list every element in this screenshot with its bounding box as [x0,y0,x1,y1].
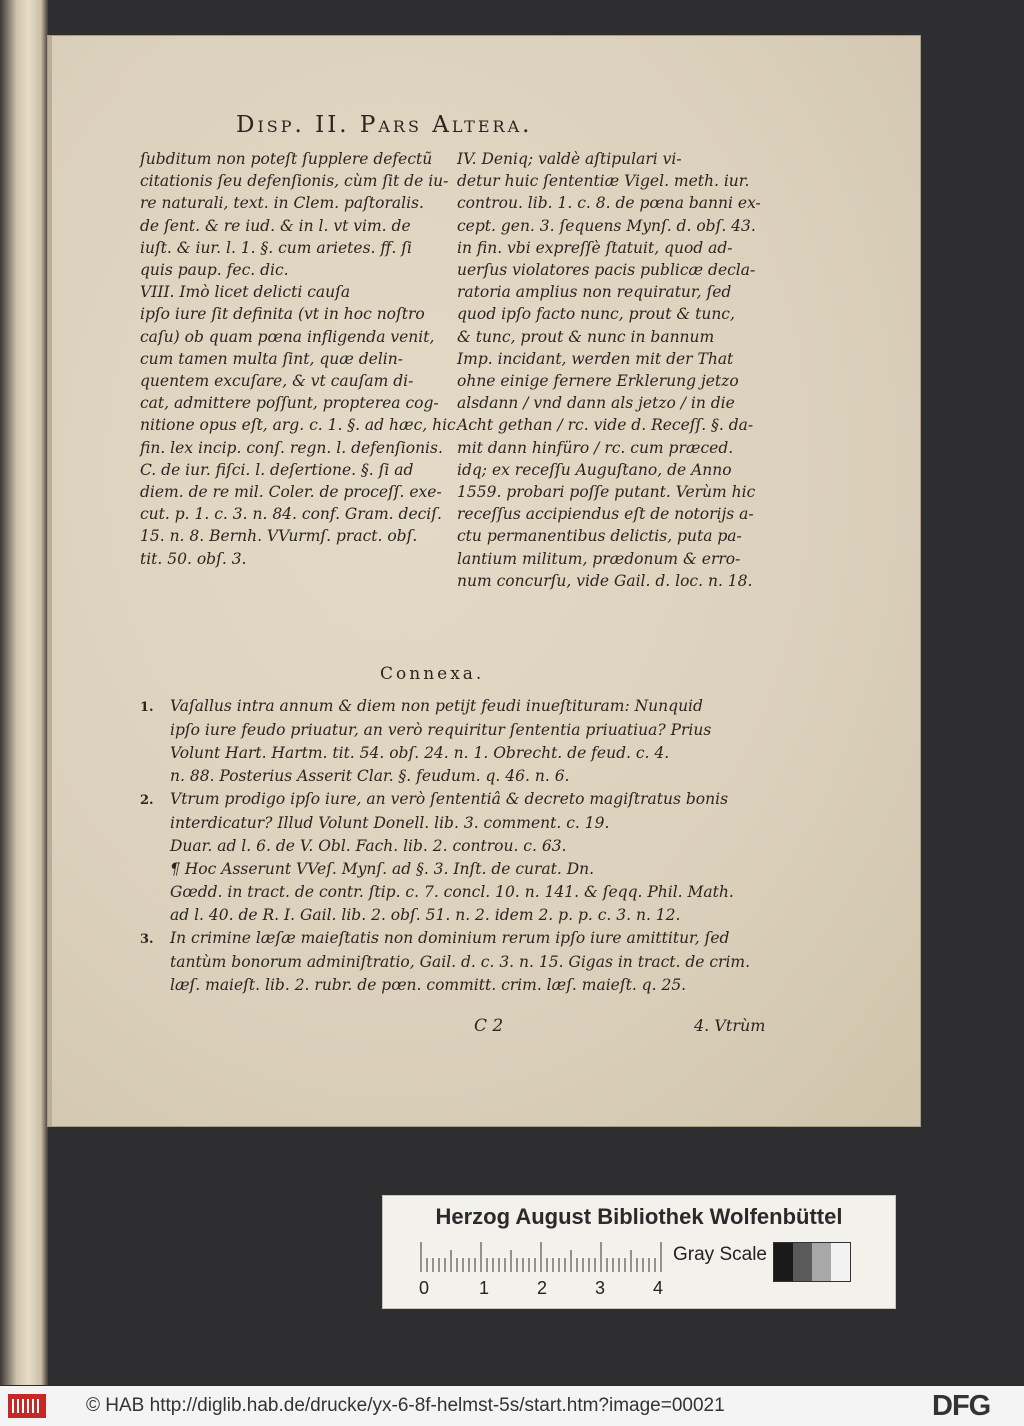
item-number: 3. [140,932,154,947]
text-line: tit. 50. obſ. 3. [140,549,247,568]
connexa-line [140,927,780,951]
text-line: ſubditum non poteſt ſupplere defectũ [140,150,433,168]
gray-swatch [793,1243,812,1281]
text-line: ohne einige fernere Erklerung jetzo [457,372,739,391]
text-line: cum tamen multa ſint, quæ delin- [140,349,403,368]
text-line: de ſent. & re iud. & in l. vt vim. de [140,216,411,235]
text-line: & tunc, prout & nunc in bannum [457,327,715,346]
text-line: quod ipſo facto nunc, prout & tunc, [457,305,735,324]
text-line: alsdann / vnd dann als jetzo / in die [457,394,735,413]
connexa-text: n. 88. Posterius Asserit Clar. §. feudum. q. 46. n. 6. [170,767,570,785]
catchword: 4. Vtrùm [694,1016,766,1035]
text-line: quentem excuſare, & vt cauſam di- [140,372,414,391]
text-line: cut. p. 1. c. 3. n. 84. conf. Gram. deciſ. [140,505,442,524]
text-line: mit dann hinfüro / rc. cum præced. [457,438,734,457]
text-line: nitione opus eſt, arg. c. 1. §. ad hæc, hic [140,416,456,435]
signature-mark: C 2 [474,1016,504,1036]
library-color-card [382,1195,896,1309]
connexa-line [140,881,780,904]
text-line: ipſo iure ſit definita (vt in hoc noſtro [140,305,425,324]
text-line: Imp. incidant, werden mit der That [457,349,734,368]
gray-scale-swatches [773,1242,851,1282]
text-line: fin. lex incip. conſ. regn. l. defenſionis. [140,438,443,457]
connexa-text: In crimine læſæ maieſtatis non dominium rerum ipſo iure amittitur, ſed [170,929,730,947]
ruler-number: 4 [653,1278,664,1298]
connexa-line [140,904,780,927]
ruler-number: 1 [479,1278,490,1298]
text-line: VIII. Imò licet delicti cauſa [140,283,351,302]
text-line: cat, admittere poſſunt, propterea cog- [140,394,439,413]
connexa-list [140,695,780,997]
text-line: receſſus accipiendus eſt de notorijs a- [457,505,754,524]
footer-copyright-url: © HAB http://diglib.hab.de/drucke/yx-6-8f-helmst-5s/start.htm?image=00021 [86,1395,725,1416]
text-line: re naturali, text. in Clem. paſtoralis. [140,194,424,213]
text-line: diem. de re mil. Coler. de proceſſ. exe- [140,483,442,502]
connexa-text: Gœdd. in tract. de contr. ſtip. c. 7. concl. 10. n. 141. & ſeqq. Phil. Math. [170,883,734,901]
connexa-line [140,765,780,788]
dfg-logo: DFG [932,1390,991,1422]
connexa-text: Duar. ad l. 6. de V. Obl. Fach. lib. 2. controu. c. 63. [170,837,567,855]
item-number: 2. [140,793,154,808]
connexa-heading: Connexa. [380,664,485,684]
text-line: C. de iur. fiſci. l. deſertione. §. ſi ad [140,460,414,479]
right-column [457,148,772,592]
ruler-scale [419,1240,664,1272]
text-line: num concurſu, vide Gail. d. loc. n. 18. [457,571,753,590]
text-line: Acht gethan / rc. vide d. Receſſ. §. da- [457,416,754,435]
item-number: 1. [140,700,154,715]
text-line: in fin. vbi expreſſè ſtatuit, quod ad- [457,238,733,257]
connexa-text: Volunt Hart. Hartm. tit. 54. obſ. 24. n. 1. Obrecht. de feud. c. 4. [170,744,670,762]
ruler-number: 2 [537,1278,548,1298]
running-header: Disp. II. Pars Altera. [236,112,533,138]
connexa-line [140,695,780,719]
connexa-line [140,719,780,742]
connexa-text: interdicatur? Illud Volunt Donell. lib. 3. comment. c. 19. [170,814,610,832]
connexa-line [140,974,780,997]
text-line: detur huic ſententiæ Vigel. meth. iur. [457,172,750,191]
gray-swatch [774,1243,793,1281]
text-line: 15. n. 8. Bernh. VVurmſ. pract. obſ. [140,527,418,546]
connexa-text: læſ. maieſt. lib. 2. rubr. de pœn. committ. crim. læſ. maieſt. q. 25. [170,976,687,994]
library-name: Herzog August Bibliothek Wolfenbüttel [435,1204,843,1229]
connexa-text: Vtrum prodigo ipſo iure, an verò ſententiâ & decreto magiſtratus bonis [170,790,729,808]
hab-logo-icon [8,1394,46,1418]
text-line: ctu permanentibus delictis, puta pa- [457,527,742,546]
footer-bar [0,1386,1024,1426]
facing-page-edge [0,0,48,1385]
ruler-number: 0 [419,1278,430,1298]
gray-swatch [812,1243,831,1281]
connexa-line [140,788,780,812]
connexa-text: Vaſallus intra annum & diem non petijt feudi inueſtituram: Nunquid [170,697,703,715]
page-edge [48,36,52,1126]
text-line: idq; ex receſſu Auguſtano, de Anno [457,460,732,479]
connexa-line [140,742,780,765]
gray-swatch [831,1243,850,1281]
connexa-text: ad l. 40. de R. I. Gail. lib. 2. obſ. 51. n. 2. idem 2. p. p. c. 3. n. 12. [170,906,681,924]
text-line: iuſt. & iur. l. 1. §. cum arietes. ff. ſi [140,238,412,257]
text-line: uerſus violatores pacis publicæ decla- [457,261,756,280]
text-line: ratoria amplius non requiratur, ſed [457,283,732,302]
connexa-text: tantùm bonorum adminiſtratio, Gail. d. c. 3. n. 15. Gigas in tract. de crim. [170,953,751,971]
connexa-line [140,858,780,881]
connexa-text: ¶ Hoc Asserunt VVeſ. Mynſ. ad §. 3. Inſt. de curat. Dn. [170,860,595,878]
connexa-line [140,951,780,974]
text-line: IV. Deniq; valdè aſtipulari vi- [457,150,682,168]
ruler-number: 3 [595,1278,606,1298]
text-line: quis paup. fec. dic. [140,261,289,280]
connexa-line [140,835,780,858]
text-line: lantium militum, prædonum & erro- [457,549,741,568]
gray-scale-label: Gray Scale [673,1244,767,1265]
text-line: controu. lib. 1. c. 8. de pœna banni ex- [457,194,761,213]
connexa-line [140,812,780,835]
text-line: caſu) ob quam pœna infligenda venit, [140,327,435,346]
text-line: 1559. probari poſſe putant. Verùm hic [457,483,756,502]
text-line: cept. gen. 3. ſequens Mynſ. d. obſ. 43. [457,216,756,235]
connexa-text: ipſo iure feudo priuatur, an verò requiritur ſententia priuatiua? Prius [170,721,712,739]
text-line: citationis ſeu defenſionis, cùm ſit de iu- [140,172,449,191]
left-column [140,148,456,570]
